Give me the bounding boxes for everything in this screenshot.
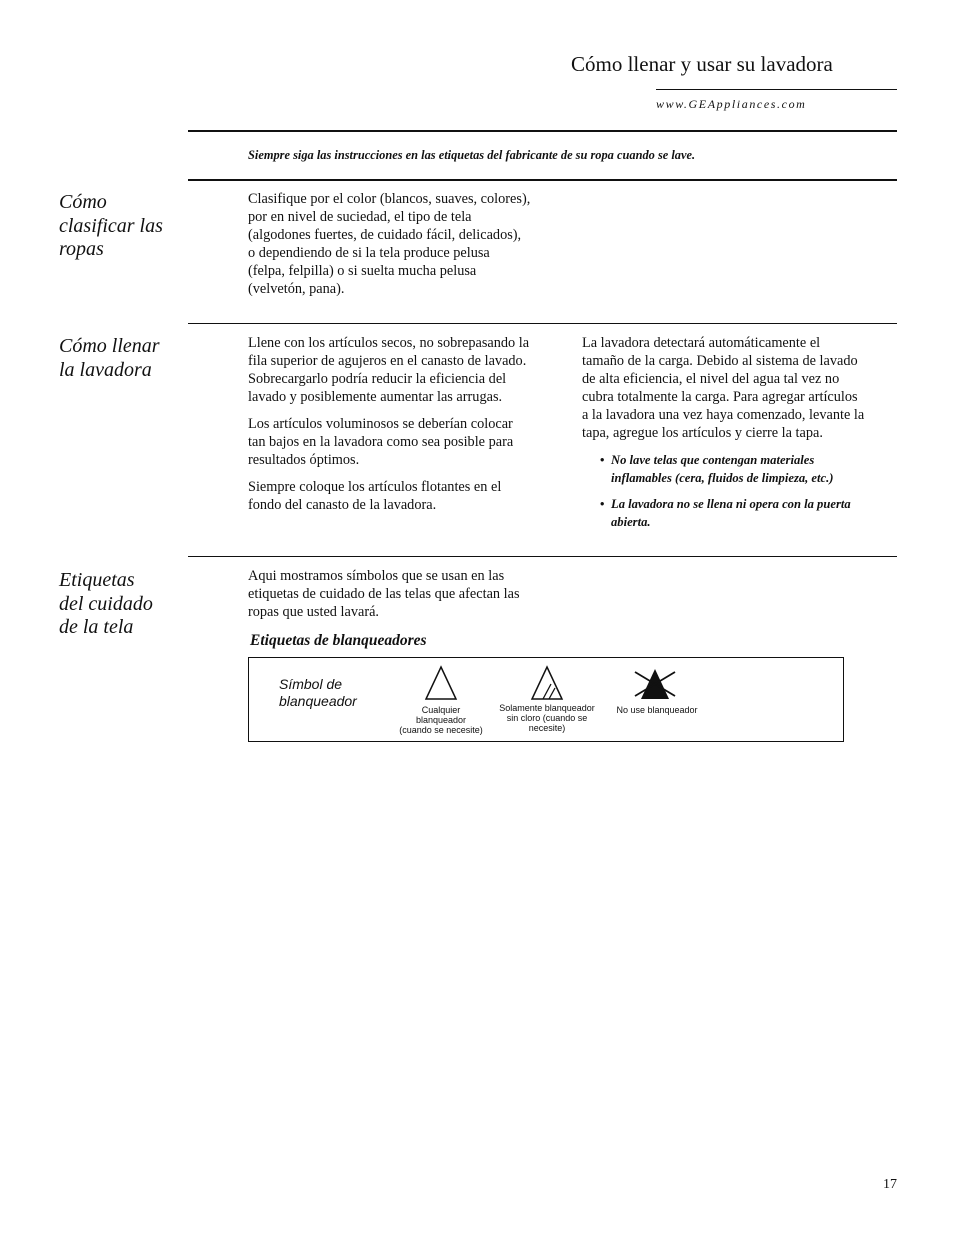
header-rule xyxy=(656,89,897,90)
section-divider xyxy=(188,556,897,557)
warning-list xyxy=(600,452,902,531)
website-url: www.GEAppliances.com xyxy=(656,97,807,111)
care-notice: Siempre siga las instrucciones en las etiquetas del fabricante de su ropa cuando se lave. xyxy=(248,148,696,162)
section-divider xyxy=(188,179,897,181)
load-paragraph: La lavadora detectará automáticamente el tamaño de la carga. Debido al sistema de lavado de alta eficiencia, el nivel del agua tal vez no cubra totalmente la carga. Para agregar artículos a la lavadora una vez haya comenzado, levante la tapa, agregue los artículos y cierre la tapa. xyxy=(582,335,865,441)
symbol-caption: No use blanqueador xyxy=(616,705,698,715)
load-paragraph: Los artículos voluminosos se deberían colocar tan bajos en la lavadora como sea posible para resultados óptimos. xyxy=(248,416,514,468)
warning-item: • No lave telas que contengan materiales inflamables (cera, fluidos de limpieza, etc.) xyxy=(600,453,834,485)
section-title-load: Cómo llenar la lavadora xyxy=(59,335,160,381)
bleach-symbol-label: Símbol de blanqueador xyxy=(279,676,357,709)
crossed-filled-triangle-icon xyxy=(632,667,678,701)
load-paragraph: Llene con los artículos secos, no sobrepasando la fila superior de agujeros en el canasto de lavado. Sobrecargarlo podría reducir la eficiencia del lavado y posiblemente aumentar las arrugas. xyxy=(248,335,530,405)
sort-paragraph: Clasifique por el color (blancos, suaves, colores), por en nivel de suciedad, el tipo de tela (algodones fuertes, de cuidado fácil, delicados), o dependiendo de si la tela produce pelusa (felpa, felpilla) o si suelta mucha pelusa (velvetón, pana). xyxy=(248,191,531,297)
bleach-symbols-table xyxy=(248,657,844,742)
bleach-labels-heading: Etiquetas de blanqueadores xyxy=(250,632,427,649)
triangle-icon xyxy=(424,665,458,701)
section-title-sort: Cómo clasificar las ropas xyxy=(59,191,163,260)
page-header-title: Cómo llenar y usar su lavadora xyxy=(571,52,833,76)
load-paragraph: Siempre coloque los artículos flotantes en el fondo del canasto de la lavadora. xyxy=(248,479,502,513)
section-title-care: Etiquetas del cuidado de la tela xyxy=(59,569,153,638)
symbol-caption: Solamente blanqueador sin cloro (cuando se necesite) xyxy=(499,703,595,733)
section-divider xyxy=(188,323,897,324)
warning-item: • La lavadora no se llena ni opera con la puerta abierta. xyxy=(600,497,851,529)
care-paragraph: Aqui mostramos símbolos que se usan en las etiquetas de cuidado de las telas que afectan las ropas que usted lavará. xyxy=(248,568,520,620)
load-left-column xyxy=(248,334,578,523)
page-number: 17 xyxy=(883,1177,897,1192)
load-right-column xyxy=(582,334,902,540)
striped-triangle-icon xyxy=(530,665,564,701)
section-divider xyxy=(188,130,897,132)
symbol-caption: Cualquier blanqueador (cuando se necesite) xyxy=(399,705,483,735)
